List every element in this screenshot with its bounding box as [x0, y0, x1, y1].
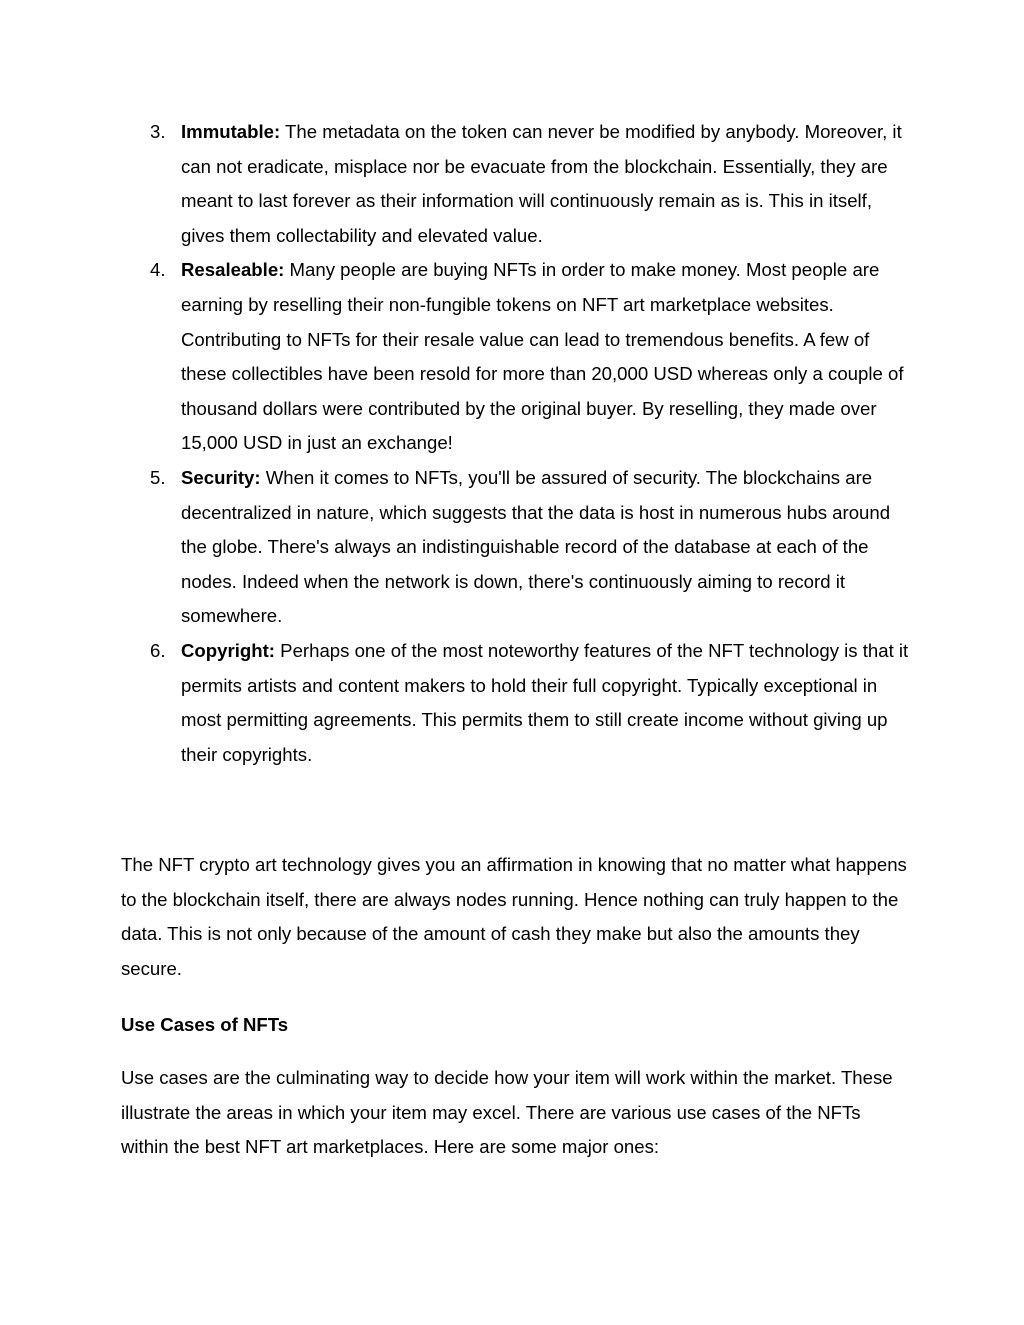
paragraph-nft-technology: The NFT crypto art technology gives you an affirmation in knowing that no matter what happens to the blockchain itself, there are always nodes running. Hence nothing can truly happen to the data. This is not only because of the amount of cash they make but also the amounts they secure.	[121, 854, 907, 979]
list-number: 6.	[150, 639, 166, 661]
list-text: When it comes to NFTs, you'll be assured of security. The blockchains are decentralized in nature, which suggests that the data is host in numerous hubs around the globe. There's always an indistinguishable record of the database at each of the nodes. Indeed when the network is down, there's continuously aiming to record it somewhere.	[181, 466, 891, 627]
list-term: Resaleable:	[181, 259, 285, 281]
list-item-immutable	[0, 115, 911, 253]
features-list	[0, 115, 1024, 772]
list-text: The metadata on the token can never be modified by anybody. Moreover, it can not eradicate, misplace nor be evacuate from the blockchain. Essentially, they are meant to last forever as their information will continuously remain as is. This in itself, gives them collectability and elevated value.	[181, 121, 902, 246]
list-item-security	[0, 461, 911, 634]
section-heading: Use Cases of NFTs	[121, 1014, 289, 1035]
paragraph-use-cases: Use cases are the culminating way to decide how your item will work within the market. These illustrate the areas in which your item may excel. There are various use cases of the NFTs within the best NFT art marketplaces. Here are some major ones:	[121, 1067, 893, 1158]
list-term: Security:	[181, 466, 261, 488]
list-term: Immutable:	[181, 121, 281, 142]
list-item-resaleable	[0, 253, 911, 461]
list-item-copyright	[0, 634, 911, 772]
list-number: 4.	[150, 259, 166, 281]
list-text: Perhaps one of the most noteworthy features of the NFT technology is that it permits artists and content makers to hold their full copyright. Typically exceptional in most permitting agreements. This permits them to still create income without giving up their copyrights.	[181, 639, 909, 765]
list-text: Many people are buying NFTs in order to make money. Most people are earning by reselling their non-fungible tokens on NFT art marketplace websites. Contributing to NFTs for their resale value can lead to tremendous benefits. A few of these collectibles have been resold for more than 20,000 USD whereas only a couple of thousand dollars were contributed by the original buyer. By reselling, they made over 15,000 USD in just an exchange!	[181, 259, 904, 454]
list-number: 5.	[150, 466, 166, 488]
list-term: Copyright:	[181, 639, 275, 661]
list-number: 3.	[150, 121, 166, 142]
